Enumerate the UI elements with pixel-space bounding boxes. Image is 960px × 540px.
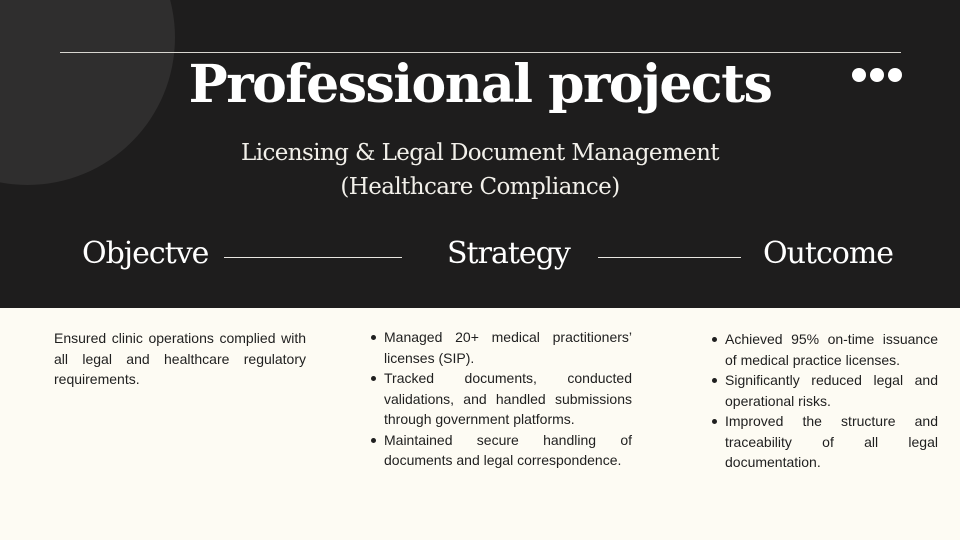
heading-divider-1 <box>224 257 402 258</box>
outcome-heading: Outcome <box>763 236 894 271</box>
page-title: Professional projects <box>188 54 772 115</box>
project-subtitle <box>0 136 960 204</box>
strategy-item: Tracked documents, conducted validations, and handled submissions through government platforms. <box>368 368 632 430</box>
strategy-item: Maintained secure handling of documents and legal correspondence. <box>368 430 632 471</box>
objective-text: Ensured clinic operations complied with all legal and healthcare regulatory requirements. <box>54 330 306 387</box>
objective-heading: Objectve <box>82 236 209 271</box>
heading-divider-2 <box>598 257 741 258</box>
outcome-list <box>709 329 938 473</box>
outcome-item: Achieved 95% on-time issuance of medical practice licenses. <box>709 329 938 370</box>
outcome-item: Significantly reduced legal and operational risks. <box>709 370 938 411</box>
strategy-item: Managed 20+ medical practitioners’ licenses (SIP). <box>368 327 632 368</box>
strategy-list <box>368 327 632 471</box>
strategy-heading: Strategy <box>447 236 570 271</box>
top-divider-line <box>60 52 901 53</box>
subtitle-line-2: (Healthcare Compliance) <box>340 174 620 200</box>
outcome-item: Improved the structure and traceability of all legal documentation. <box>709 411 938 473</box>
subtitle-line-1: Licensing & Legal Document Management <box>241 140 719 166</box>
